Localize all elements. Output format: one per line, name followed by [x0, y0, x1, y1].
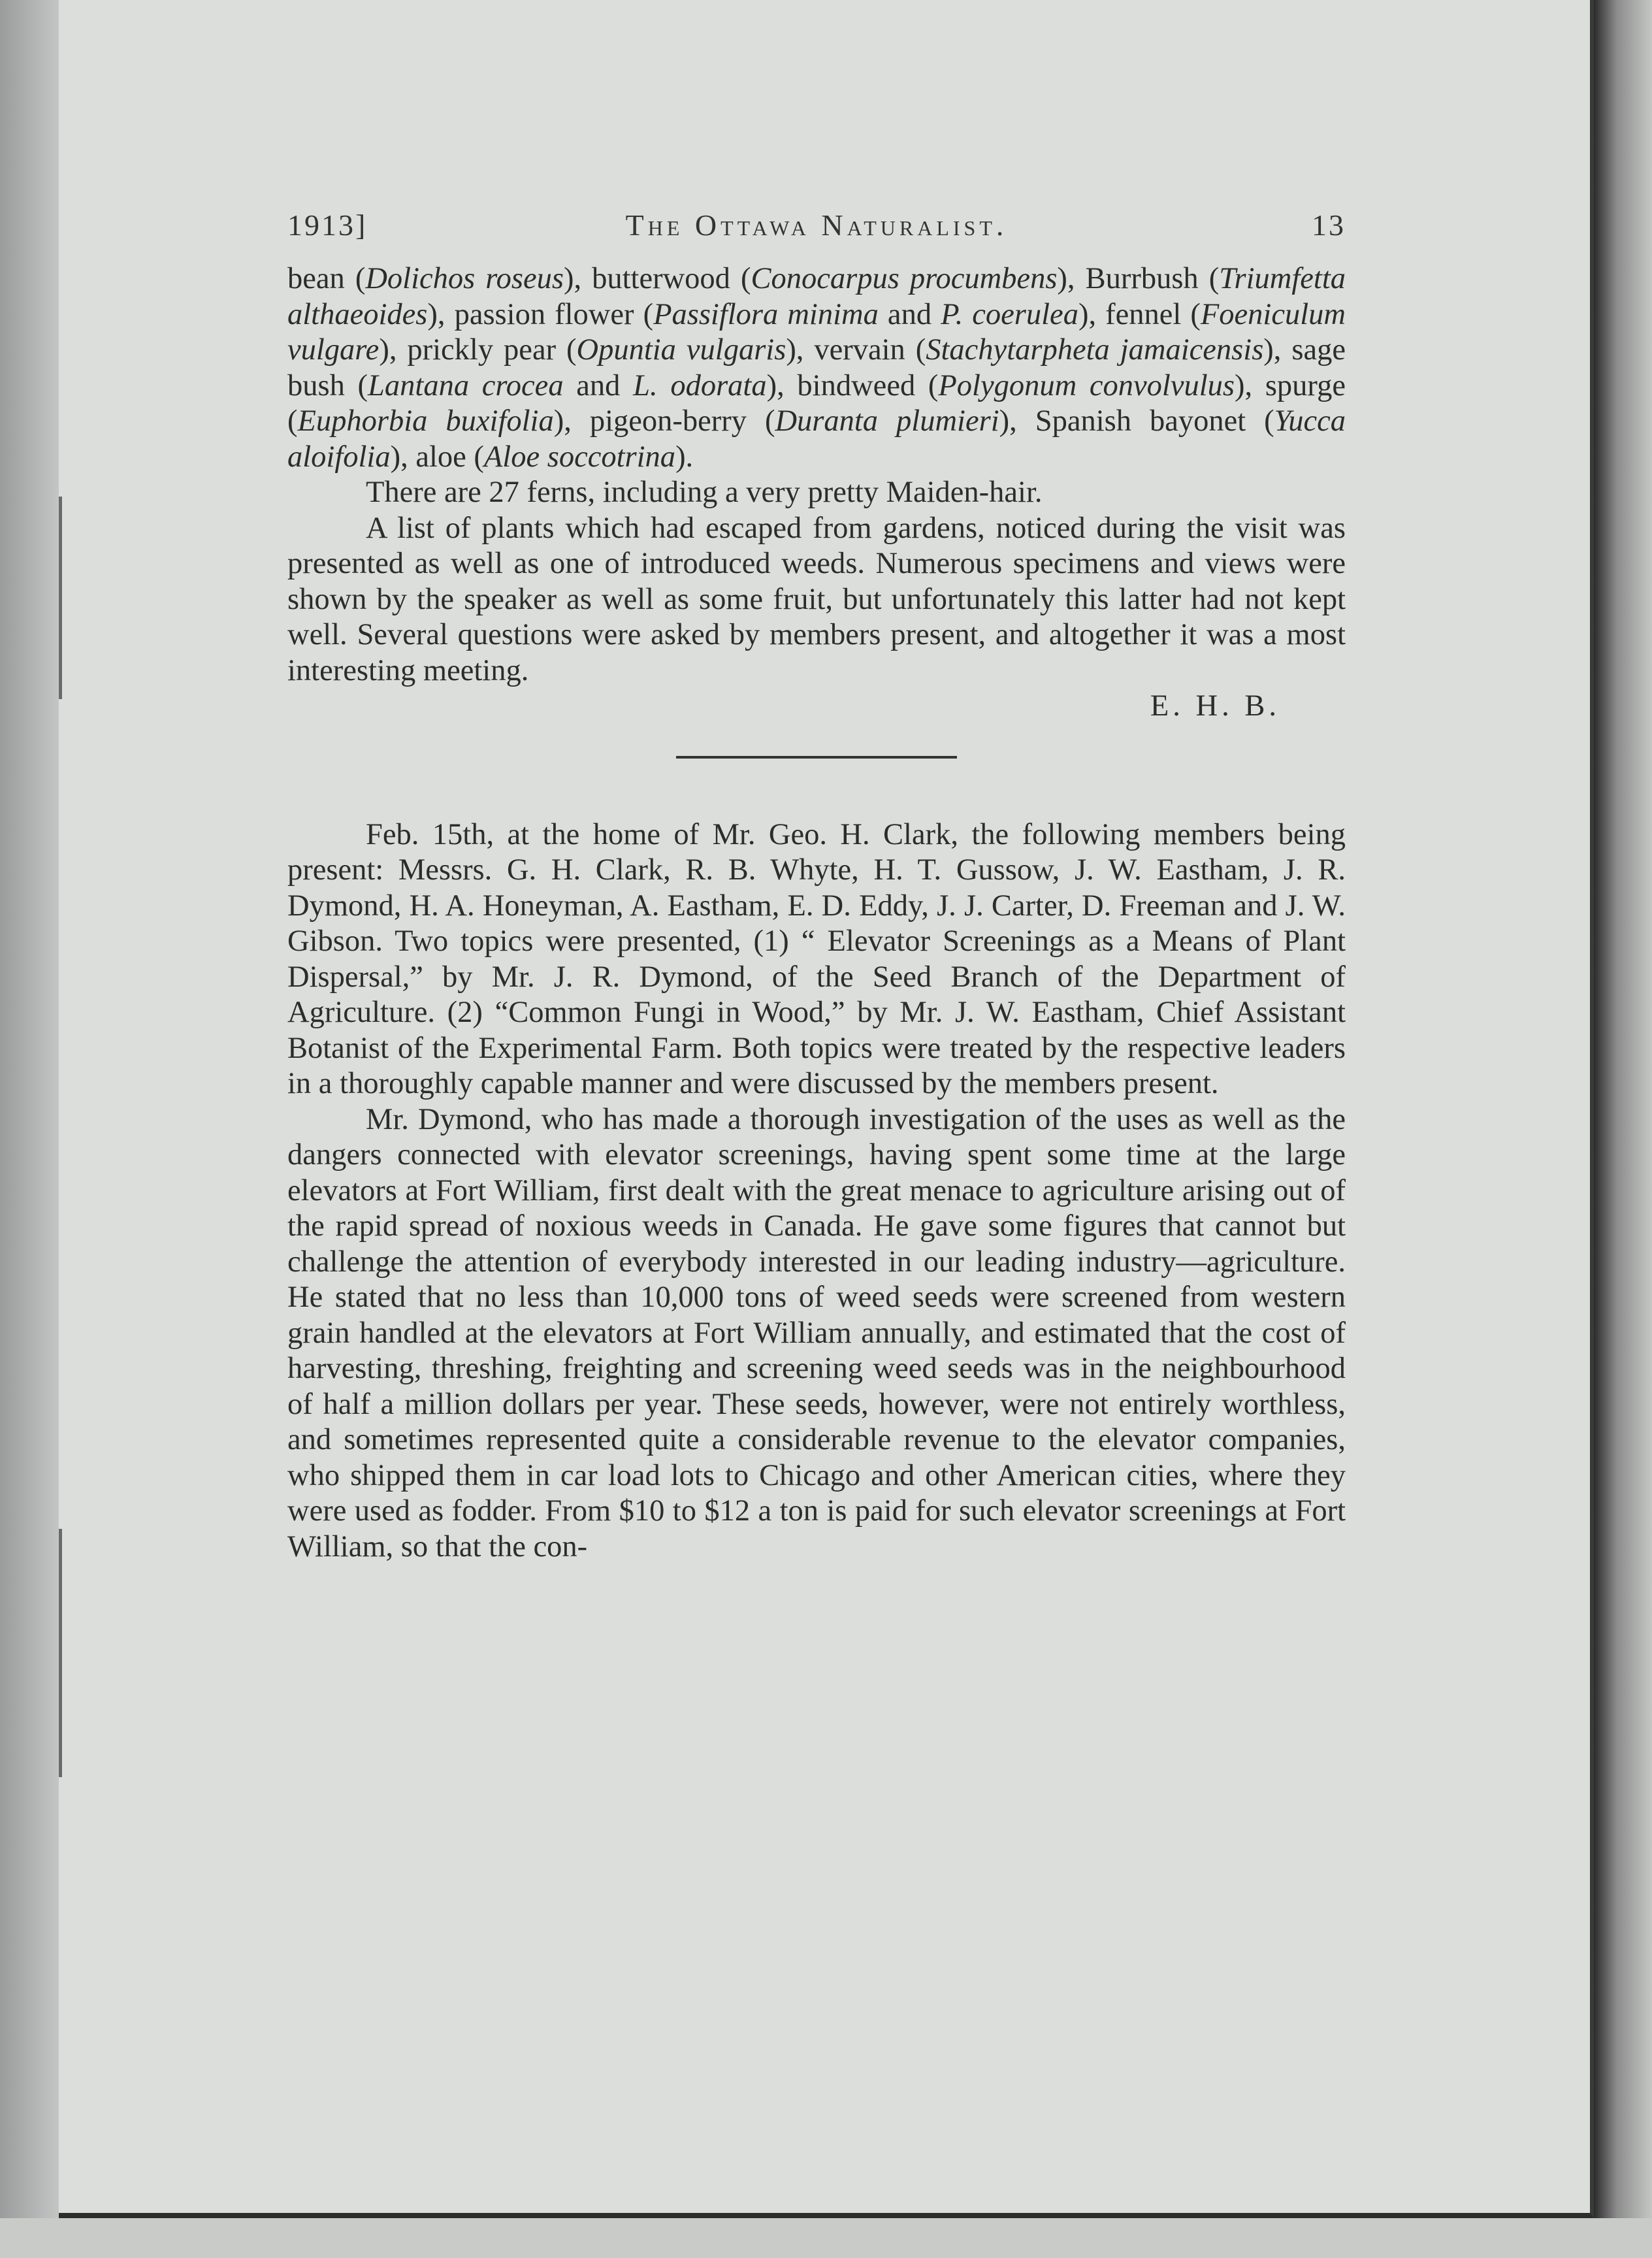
paragraph-plant-list [287, 261, 1346, 475]
paragraph-meeting-feb-15: Feb. 15th, at the home of Mr. Geo. H. Clark, the following members being present: Messrs. G. H. Clark, R. B. Whyte, H. T. Gussow, J. W. Eastham, J. R. Dymond, H. A. Honeyman, A. Eastham, E. D. Eddy, J. J. Carter, D. Freeman and J. W. Gibson. Two topics were presented, (1) “ Elevator Screenings as a Means of Plant Dispersal,” by Mr. J. R. Dymond, of the Seed Branch of the Department of Agriculture. (2) “Common Fungi in Wood,” by Mr. J. W. Eastham, Chief Assistant Botanist of the Experimental Farm. Both topics were treated by the respective leaders in a thoroughly capable manner and were discussed by the members present. [287, 817, 1346, 1100]
species-name: Foeniculum vulgare [287, 297, 1346, 367]
species-name: Aloe soccotrina [483, 440, 676, 474]
text-run: ), aloe ( [390, 440, 484, 474]
species-name: Duranta plumieri [775, 404, 999, 438]
text-run: ), Spanish bayonet ( [999, 404, 1274, 438]
text-run: ), passion flower ( [427, 297, 654, 331]
species-name: L. odorata [633, 368, 767, 402]
species-name: P. coerulea [941, 297, 1078, 331]
text-run: and [563, 368, 634, 402]
species-name: Triumfetta althaeoides [287, 262, 1346, 331]
species-name: Yucca aloifolia [287, 404, 1346, 474]
text-run: ), fennel ( [1078, 297, 1201, 331]
species-name: Stachytarpheta jamaicensis [926, 333, 1264, 367]
paragraph-elevator-screenings: Mr. Dymond, who has made a thorough investigation of the uses as well as the dangers connected with elevator screenings, having spent some time at the large elevators at Fort William, first dealt with the great menace to agriculture arising out of the rapid spread of noxious weeds in Canada. He gave some figures that cannot but challenge the attention of everybody interested in our leading industry—agriculture. He stated that no less than 10,000 tons of weed seeds were screened from western grain handled at the elevators at Fort William annually, and estimated that the cost of harvesting, threshing, freighting and screening weed seeds was in the neighbourhood of half a million dollars per year. These seeds, however, were not entirely worthless, and sometimes represented quite a considerable revenue to the elevator companies, who shipped them in car load lots to Chicago and other American cities, where they were used as fodder. From $10 to $12 a ton is paid for such elevator screenings at Fort William, so that the con- [287, 1102, 1346, 1563]
text-run: ), prickly pear ( [379, 333, 577, 367]
paragraph-ferns: There are 27 ferns, including a very pretty Maiden-hair. [366, 476, 1043, 509]
running-head-year: 1913] [287, 208, 368, 242]
species-name: Opuntia vulgaris [576, 333, 786, 367]
text-run: ), bindweed ( [766, 368, 939, 402]
species-name: Euphorbia buxifolia [297, 404, 554, 438]
species-name: Lantana crocea [368, 368, 564, 402]
body-text [287, 261, 1346, 1565]
running-head-title: The Ottawa Naturalist. [625, 208, 1008, 242]
text-run: ), spurge ( [287, 368, 1346, 438]
running-head [287, 208, 1346, 247]
author-initials: E. H. B. [1150, 689, 1280, 723]
species-name: Dolichos roseus [365, 262, 564, 295]
species-name: Polygonum convolvulus [938, 368, 1235, 402]
scan-bottom-margin [0, 2218, 1652, 2258]
text-run: ). [675, 440, 694, 474]
text-run: and [878, 297, 941, 331]
section-divider [676, 756, 957, 759]
scan-left-margin [0, 0, 59, 2258]
species-name: Passiflora minima [653, 297, 879, 331]
text-run: ), pigeon-berry ( [553, 404, 775, 438]
spine-mark [59, 1529, 62, 1777]
text-run: ), vervain ( [786, 333, 926, 367]
spine-mark [59, 497, 62, 699]
species-name: Conocarpus procumbens [751, 262, 1058, 295]
text-run: ), Burrbush ( [1057, 262, 1220, 295]
paragraph-garden-escapes: A list of plants which had escaped from gardens, noticed during the visit was presented as well as one of introduced weeds. Numerous specimens and views were shown by the speaker as well as some fruit, but unfortunately this latter had not kept well. Several questions were asked by members present, and altogether it was a most interesting meeting. [287, 511, 1346, 687]
facing-page-edge [1594, 0, 1652, 2258]
page-number: 13 [1312, 208, 1346, 242]
text-run: bean ( [287, 262, 366, 295]
text-run: ), butterwood ( [563, 262, 751, 295]
text-run: ), sage bush ( [287, 333, 1346, 402]
